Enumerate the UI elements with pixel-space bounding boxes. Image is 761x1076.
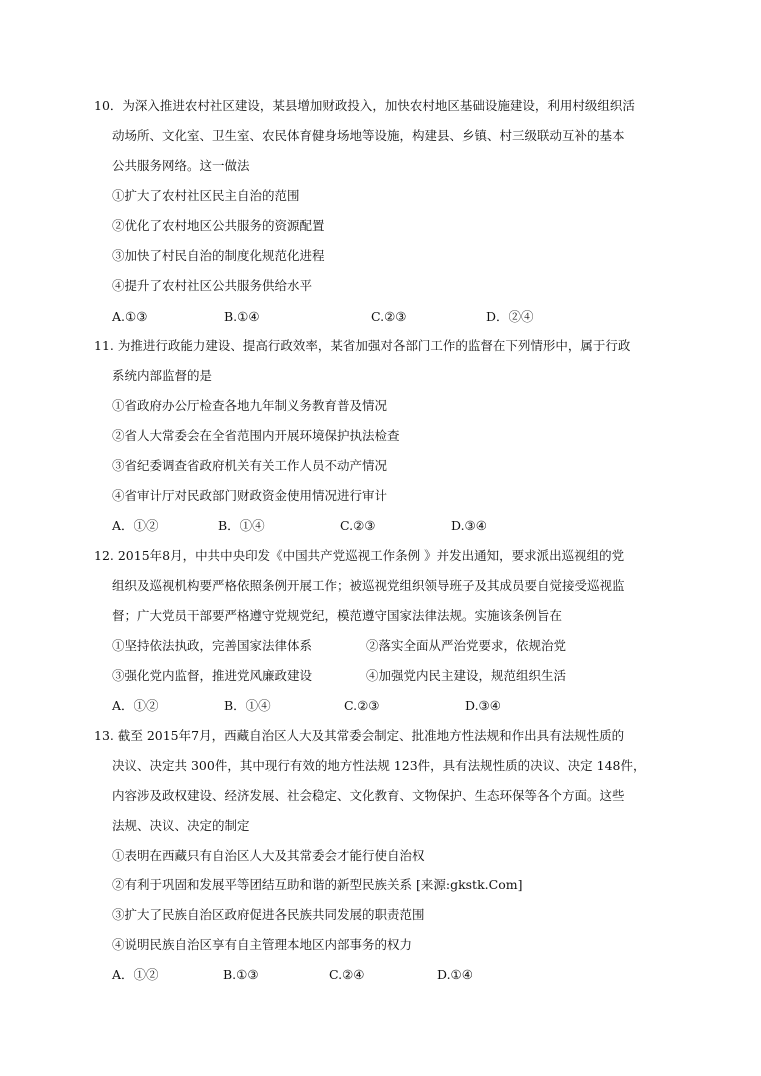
q13-option-c: C.②④ [329,967,365,982]
q10-item-1: ①扩大了农村社区民主自治的范围 [112,188,300,203]
q12-stem-line-3: 督；广大党员干部要严格遵守党规党纪，模范遵守国家法律法规。实施该条例旨在 [112,608,563,623]
q12-stem-line-1: 12. 2015年8月，中共中央印发《中国共产党巡视工作条例 》并发出通知，要求派出巡视组的党 [94,548,625,563]
q13-option-b: B.①③ [223,967,259,982]
q13-stem-line-1: 13. 截至 2015年7月，西藏自治区人大及其常委会制定、批准地方性法规和作出具有法规性质的 [94,728,625,743]
q12-option-a: A．①② [112,698,159,713]
q12-option-b: B．①④ [224,698,271,713]
q11-option-a: A．①② [112,518,159,533]
q10-stem-line-3: 公共服务网络。这一做法 [112,158,250,173]
q11-item-4: ④省审计厅对民政部门财政资金使用情况进行审计 [112,488,388,503]
q10-item-2: ②优化了农村地区公共服务的资源配置 [112,218,325,233]
q10-option-a: A.①③ [112,309,148,324]
q11-option-c: C.②③ [340,518,376,533]
q13-stem-line-3: 内容涉及政权建设、经济发展、社会稳定、文化教育、文物保护、生态环保等各个方面。这些 [112,788,625,803]
q10-stem-line-1: 10．为深入推进农村社区建设，某县增加财政投入，加快农村地区基础设施建设，利用村级组织活 [94,98,635,113]
q12-option-d: D.③④ [465,698,501,713]
q12-item-2: ②落实全面从严治党要求，依规治党 [366,638,567,653]
q11-item-3: ③省纪委调查省政府机关有关工作人员不动产情况 [112,458,388,473]
q13-stem-line-4: 法规、决议、决定的制定 [112,818,250,833]
q10-stem-line-2: 动场所、文化室、卫生室、农民体育健身场地等设施，构建县、乡镇、村三级联动互补的基本 [112,128,625,143]
q11-item-1: ①省政府办公厅检查各地九年制义务教育普及情况 [112,398,388,413]
q11-option-d: D.③④ [451,518,487,533]
q10-item-4: ④提升了农村社区公共服务供给水平 [112,278,313,293]
q11-item-2: ②省人大常委会在全省范围内开展环境保护执法检查 [112,428,400,443]
q12-stem-line-2: 组织及巡视机构要严格依照条例开展工作；被巡视党组织领导班子及其成员要自觉接受巡视监 [112,578,625,593]
q12-item-3: ③强化党内监督，推进党风廉政建设 [112,668,313,683]
q11-option-b: B．①④ [218,518,265,533]
q13-item-3: ③扩大了民族自治区政府促进各民族共同发展的职责范围 [112,907,425,922]
q13-option-a: A．①② [112,967,159,982]
q13-stem-line-2: 决议、决定共 300件，其中现行有效的地方性法规 123件，具有法规性质的决议、决定 148件， [112,758,646,773]
q11-stem-line-1: 11. 为推进行政能力建设、提高行政效率，某省加强对各部门工作的监督在下列情形中，属于行政 [94,338,631,353]
q10-item-3: ③加快了村民自治的制度化规范化进程 [112,248,325,263]
q12-option-c: C.②③ [344,698,380,713]
q12-item-4: ④加强党内民主建设，规范组织生活 [366,668,567,683]
q10-option-d: D．②④ [486,309,534,324]
q12-item-1: ①坚持依法执政，完善国家法律体系 [112,638,313,653]
q13-option-d: D.①④ [437,967,473,982]
q10-option-b: B.①④ [224,309,260,324]
q13-item-1: ①表明在西藏只有自治区人大及其常委会才能行使自治权 [112,848,425,863]
q13-item-4: ④说明民族自治区享有自主管理本地区内部事务的权力 [112,937,413,952]
q13-item-2: ②有利于巩固和发展平等团结互助和谐的新型民族关系 [来源:gkstk.Com] [112,877,523,892]
q10-option-c: C.②③ [371,309,407,324]
q11-stem-line-2: 系统内部监督的是 [112,368,213,383]
